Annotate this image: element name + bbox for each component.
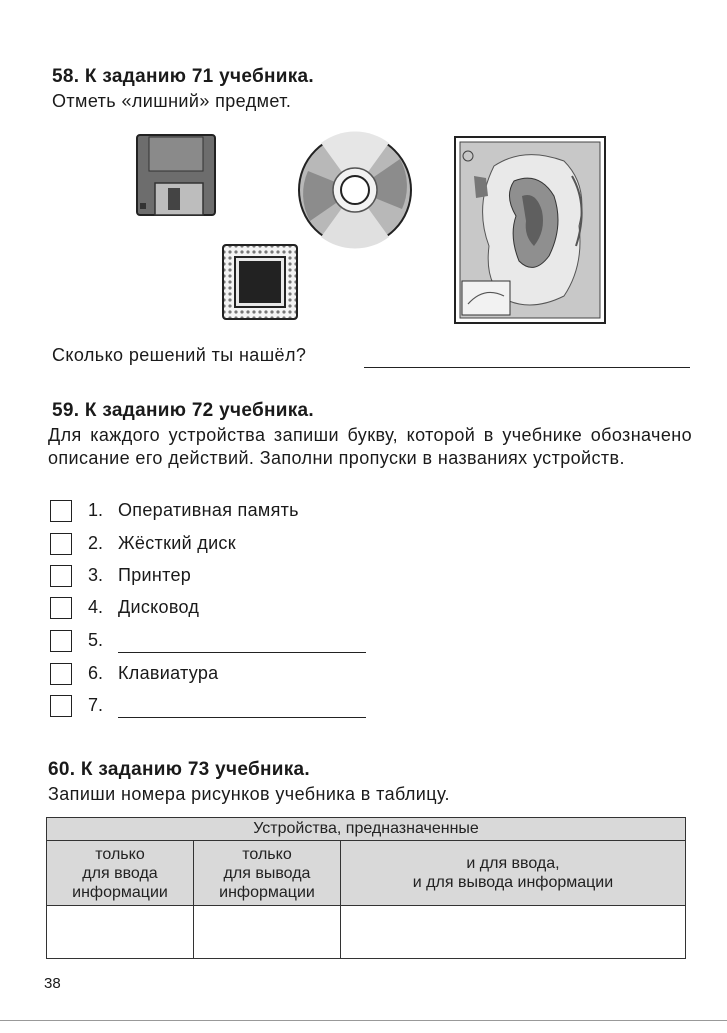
column-input-only: только для ввода информации <box>47 841 194 906</box>
answer-cell[interactable] <box>47 906 194 959</box>
list-item <box>50 597 380 623</box>
item-number: 3. <box>88 565 104 585</box>
checkbox[interactable] <box>50 630 72 652</box>
item-number: 2. <box>88 533 104 553</box>
list-item <box>50 663 380 689</box>
task-58-question: Сколько решений ты нашёл? <box>52 345 307 365</box>
list-item <box>50 565 380 591</box>
paper-map-icon[interactable] <box>454 136 606 324</box>
checkbox[interactable] <box>50 533 72 555</box>
item-number: 7. <box>88 695 104 715</box>
list-item <box>50 630 380 656</box>
task-60-instruction: Запиши номера рисунков учебника в таблицу. <box>48 784 450 804</box>
fill-in-blank[interactable] <box>118 717 366 718</box>
task-59-title: 59. К заданию 72 учебника. <box>52 400 314 421</box>
item-label: Жёсткий диск <box>118 533 236 553</box>
page-number: 38 <box>44 975 61 992</box>
fill-in-blank[interactable] <box>118 652 366 653</box>
item-label: Оперативная память <box>118 500 299 520</box>
checkbox[interactable] <box>50 695 72 717</box>
column-output-only: только для вывода информации <box>194 841 341 906</box>
item-label: Клавиатура <box>118 663 219 683</box>
task-58-title: 58. К заданию 71 учебника. <box>52 66 314 87</box>
checkbox[interactable] <box>50 500 72 522</box>
task-58-instruction: Отметь «лишний» предмет. <box>52 91 292 111</box>
list-item <box>50 695 380 721</box>
photo-slide-icon[interactable] <box>221 243 299 321</box>
answer-cell[interactable] <box>341 906 686 959</box>
list-item <box>50 533 380 559</box>
item-number: 6. <box>88 663 104 683</box>
table-header: Устройства, предназначенные <box>47 818 686 841</box>
checkbox[interactable] <box>50 597 72 619</box>
item-number: 4. <box>88 597 104 617</box>
cd-disc-icon[interactable] <box>296 131 414 249</box>
item-label: Принтер <box>118 565 192 585</box>
item-number: 5. <box>88 630 104 650</box>
floppy-disk-icon[interactable] <box>135 133 217 217</box>
column-input-and-output: и для ввода, и для вывода информации <box>341 841 686 906</box>
task-60-title: 60. К заданию 73 учебника. <box>48 759 310 780</box>
checkbox[interactable] <box>50 663 72 685</box>
item-number: 1. <box>88 500 104 520</box>
devices-table <box>46 817 686 959</box>
answer-cell[interactable] <box>194 906 341 959</box>
list-item <box>50 500 380 526</box>
checkbox[interactable] <box>50 565 72 587</box>
page-divider <box>0 1020 727 1021</box>
answer-line[interactable] <box>364 367 690 368</box>
item-label: Дисковод <box>118 597 200 617</box>
task-59-instruction: Для каждого устройства запиши букву, которой в учебнике обозначено описание его действий. Заполни пропуски в названиях устройств. <box>48 425 692 468</box>
